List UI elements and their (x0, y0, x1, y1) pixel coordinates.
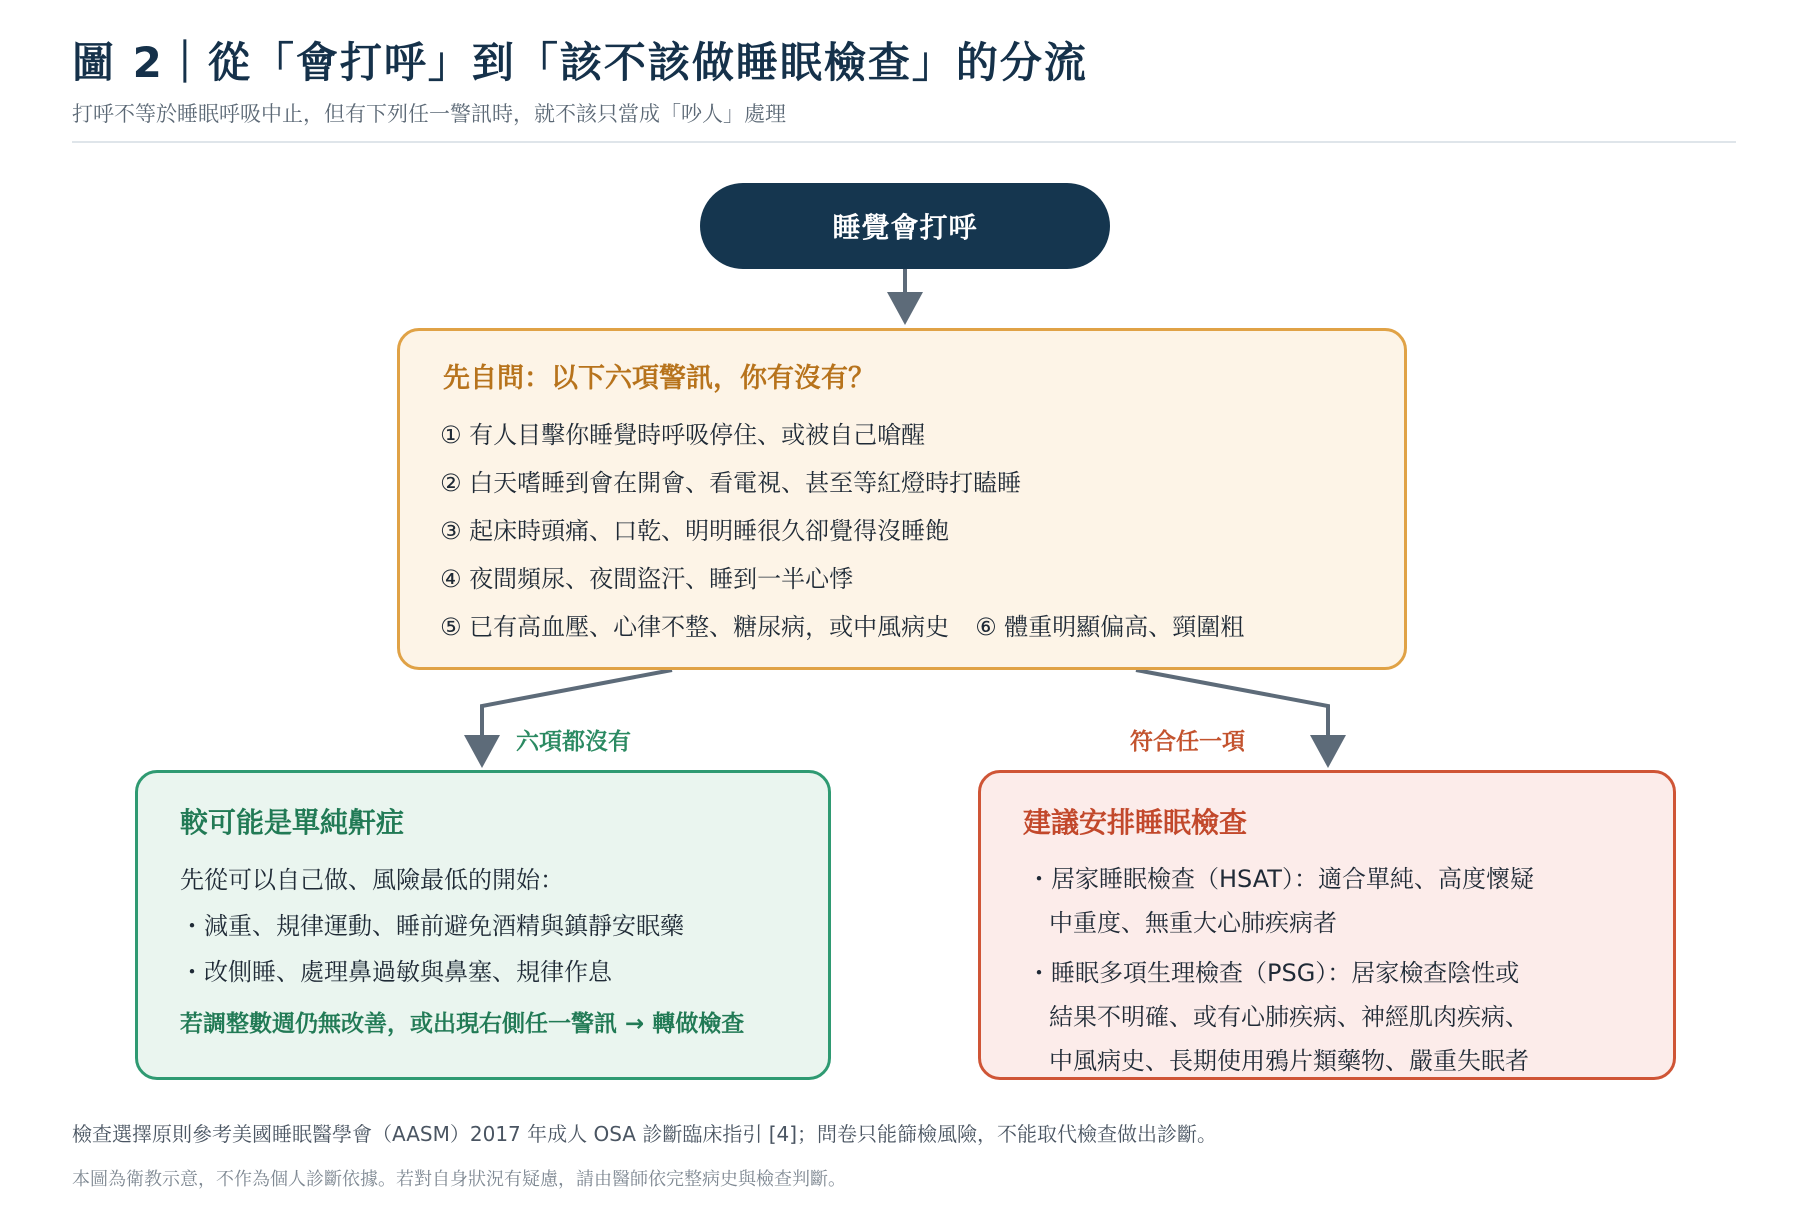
simple-snoring-body (180, 857, 744, 1047)
sleep-study-title: 建議安排睡眠檢查 (1023, 806, 1248, 839)
warning-sign-item: ① 有人目擊你睡覺時呼吸停住、或被自己嗆醒 (440, 421, 926, 449)
escalation-note: 若調整數週仍無改善，或出現右側任一警訊 → 轉做檢查 (180, 1011, 745, 1037)
hsat-item: ・居家睡眠檢查（HSAT）：適合單純、高度懷疑 中重度、無重大心肺疾病者 (1027, 865, 1534, 937)
warning-sign-item: ④ 夜間頻尿、夜間盜汗、睡到一半心悸 (440, 565, 854, 593)
lifestyle-bullet: ・減重、規律運動、睡前避免酒精與鎮靜安眠藥 (180, 912, 684, 940)
warning-signs-title: 先自問：以下六項警訊，你有沒有？ (443, 363, 875, 394)
arrow-start-to-check (887, 269, 923, 325)
psg-item: ・睡眠多項生理檢查（PSG）：居家檢查陰性或 結果不明確、或有心肺疾病、神經肌肉疾病、 中風病史、長期使用鴉片類藥物、嚴重失眠者 (1027, 959, 1529, 1075)
warning-sign-item: ③ 起床時頭痛、口乾、明明睡很久卻覺得沒睡飽 (440, 517, 950, 545)
simple-snoring-box (135, 770, 831, 1080)
figure-title: 圖 2｜從「會打呼」到「該不該做睡眠檢查」的分流 (72, 38, 1088, 87)
start-node-label: 睡覺會打呼 (832, 211, 978, 244)
disclaimer-note: 本圖為衛教示意，不作為個人診斷依據。若對自身狀況有疑慮，請由醫師依完整病史與檢查判斷。 (72, 1169, 846, 1190)
sleep-study-body (1027, 857, 1534, 1089)
warning-sign-item: ⑤ 已有高血壓、心律不整、糖尿病，或中風病史 ⑥ 體重明顯偏高、頸圍粗 (440, 613, 1245, 641)
warning-signs-list (440, 411, 1244, 651)
branch-label-any: 符合任一項 (1130, 729, 1245, 755)
source-note: 檢查選擇原則參考美國睡眠醫學會（AASM）2017 年成人 OSA 診斷臨床指引 [4]；問卷只能篩檢風險，不能取代檢查做出診斷。 (72, 1122, 1218, 1146)
branch-label-none: 六項都沒有 (516, 729, 631, 755)
sleep-study-box (978, 770, 1676, 1080)
lifestyle-bullet: ・改側睡、處理鼻過敏與鼻塞、規律作息 (180, 958, 612, 986)
warning-sign-item: ② 白天嗜睡到會在開會、看電視、甚至等紅燈時打瞌睡 (440, 469, 1022, 497)
simple-snoring-title: 較可能是單純鼾症 (180, 806, 405, 839)
warning-signs-box (397, 328, 1407, 670)
start-node (700, 183, 1110, 269)
simple-snoring-intro: 先從可以自己做、風險最低的開始： (180, 866, 564, 894)
figure-subtitle: 打呼不等於睡眠呼吸中止，但有下列任一警訊時，就不該只當成「吵人」處理 (72, 102, 786, 126)
